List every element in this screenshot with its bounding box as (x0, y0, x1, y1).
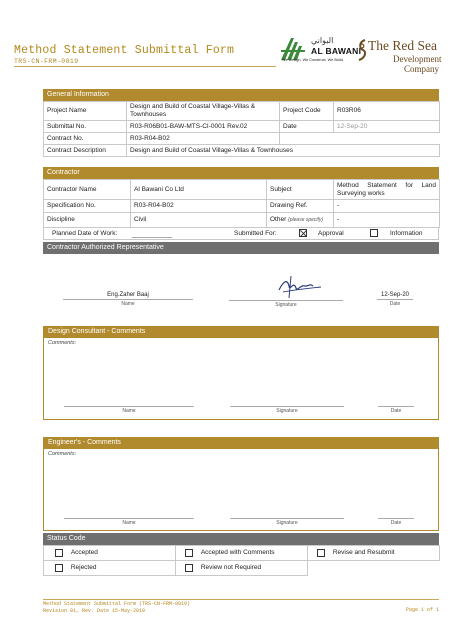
representative-body (43, 254, 439, 310)
contract-description-value: Design and Build of Coastal Village-Villas & Townhouses (127, 145, 440, 157)
engineer-heading: Engineer's - Comments (44, 437, 438, 449)
planned-date-row (43, 228, 439, 240)
date-caption: Date (390, 408, 402, 414)
footer-info (43, 601, 190, 615)
design-consultant-comments-label: Comments: (48, 340, 77, 346)
drawing-ref-label: Drawing Ref. (267, 200, 334, 213)
name-line (64, 518, 194, 519)
contractor-section (43, 167, 439, 240)
signature-caption: Signature (276, 408, 298, 414)
empty-cell (280, 133, 334, 145)
submittal-no-value: R03-R06B01-BAW-MTS-CI-0001 Rev.02 (127, 121, 280, 133)
review-not-required-label: Review not Required (200, 564, 262, 572)
albawani-name: AL BAWANI (311, 46, 362, 56)
date-label: Date (280, 121, 334, 133)
discipline-label: Discipline (44, 213, 131, 228)
specification-no-value: R03-R04-B02 (131, 200, 267, 213)
contract-no-label: Contract No. (44, 133, 127, 145)
approval-checkbox[interactable] (299, 229, 307, 237)
dc-date-cell[interactable] (378, 406, 414, 414)
design-consultant-heading: Design Consultant - Comments (44, 326, 438, 338)
contractor-heading: Contractor (43, 167, 439, 179)
engineer-comments-label: Comments: (48, 451, 77, 457)
discipline-value: Civil (131, 213, 267, 228)
representative-date-cell (377, 292, 413, 307)
general-information-table (43, 101, 440, 157)
project-name-label: Project Name (44, 102, 127, 121)
signature-line (229, 300, 343, 301)
signature-line (230, 518, 344, 519)
signature-caption: Signature (275, 302, 297, 308)
status-review-not-required-cell[interactable] (176, 561, 308, 576)
project-code-label: Project Code (280, 102, 334, 121)
contractor-table (43, 179, 440, 228)
planned-date-label: Planned Date of Work: (52, 230, 118, 237)
eng-name-cell[interactable] (64, 518, 194, 526)
status-accepted-cell[interactable] (44, 546, 176, 561)
form-code: TRS-CN-FRM-0019 (14, 58, 79, 65)
representative-name-cell (63, 292, 193, 307)
accepted-label: Accepted (70, 549, 98, 557)
revise-resubmit-checkbox[interactable] (317, 549, 325, 557)
subject-value: Method Statement for Land Surveying works (334, 180, 440, 200)
rejected-label: Rejected (70, 564, 97, 572)
other-value: - (334, 213, 440, 228)
albawani-tagline: We Design. We Construct. We Build. (282, 58, 344, 62)
specification-no-label: Specification No. (44, 200, 131, 213)
name-caption: Name (121, 301, 135, 307)
representative-date-value: 12-Sep-20 (380, 292, 410, 298)
design-consultant-section (43, 326, 439, 420)
subject-label: Subject (267, 180, 334, 200)
date-line (378, 406, 414, 407)
empty-cell (334, 133, 440, 145)
representative-name-value: Eng.Zaher Baaj (107, 292, 149, 298)
date-value: 12-Sep-20 (334, 121, 440, 133)
eng-signature-cell[interactable] (230, 518, 344, 526)
planned-date-input[interactable] (132, 229, 172, 238)
other-label-cell (267, 213, 334, 228)
drawing-ref-value: - (334, 200, 440, 213)
representative-signature-row (43, 292, 439, 306)
dc-signature-cell[interactable] (230, 406, 344, 414)
approval-label: Approval (318, 230, 344, 237)
information-label: Information (390, 230, 423, 237)
accepted-checkbox[interactable] (55, 549, 63, 557)
redsea-subtitle-company: Company (404, 64, 439, 74)
other-label: Other (270, 216, 287, 223)
redsea-subtitle-development: Development (393, 54, 442, 64)
status-code-table (43, 545, 440, 576)
review-not-required-checkbox[interactable] (185, 564, 193, 572)
contract-description-label: Contract Description (44, 145, 127, 157)
representative-signature-cell (229, 300, 343, 308)
date-line (378, 518, 414, 519)
eng-date-cell[interactable] (378, 518, 414, 526)
accepted-with-comments-label: Accepted with Comments (200, 549, 275, 557)
submittal-no-label: Submittal No. (44, 121, 127, 133)
engineer-section (43, 437, 439, 531)
design-consultant-comments-input[interactable] (48, 346, 434, 402)
footer-divider (43, 599, 439, 600)
contract-no-value: R03-R04-B02 (127, 133, 280, 145)
redsea-title: The Red Sea (368, 38, 437, 53)
redsea-logo-icon (355, 38, 369, 62)
submitted-for-label: Submitted For: (234, 230, 277, 237)
signature-line (230, 406, 344, 407)
name-caption: Name (122, 520, 136, 526)
status-revise-cell[interactable] (308, 546, 440, 561)
information-checkbox[interactable] (370, 229, 378, 237)
contractor-name-value: Al Bawani Co Ltd (131, 180, 267, 200)
other-hint: (please specify) (288, 217, 324, 223)
status-code-heading: Status Code (43, 533, 439, 545)
project-code-value: R03R06 (334, 102, 440, 121)
rejected-checkbox[interactable] (55, 564, 63, 572)
revise-resubmit-label: Revise and Resubmit (332, 549, 395, 557)
form-title: Method Statement Submittal Form (14, 44, 235, 57)
name-line (64, 406, 194, 407)
representative-section (43, 242, 439, 310)
empty-cell (308, 561, 440, 576)
representative-heading: Contractor Authorized Representative (43, 242, 439, 254)
date-caption: Date (390, 520, 402, 526)
project-name-value: Design and Build of Coastal Village-Villas & Townhouses (127, 102, 280, 121)
name-caption: Name (122, 408, 136, 414)
general-information-section (43, 89, 439, 157)
footer-revision: Revision 01, Rev. Date 15-May-2019 (43, 608, 146, 614)
title-divider (14, 66, 276, 67)
contractor-name-label: Contractor Name (44, 180, 131, 200)
engineer-comments-input[interactable] (48, 457, 434, 513)
status-accepted-comments-cell[interactable] (176, 546, 308, 561)
albawani-arabic-name: البواني (311, 36, 334, 45)
signature-caption: Signature (276, 520, 298, 526)
date-caption: Date (389, 301, 401, 307)
footer-form-name: Method Statement Submittal Form (TRS-CN-FRM-0019) (43, 601, 191, 607)
footer-page-number: Page 1 of 1 (405, 607, 439, 613)
status-rejected-cell[interactable] (44, 561, 176, 576)
general-information-heading: General Information (43, 89, 439, 101)
date-line (377, 299, 413, 300)
status-code-section (43, 533, 439, 576)
name-line (63, 299, 193, 300)
dc-name-cell[interactable] (64, 406, 194, 414)
accepted-with-comments-checkbox[interactable] (185, 549, 193, 557)
